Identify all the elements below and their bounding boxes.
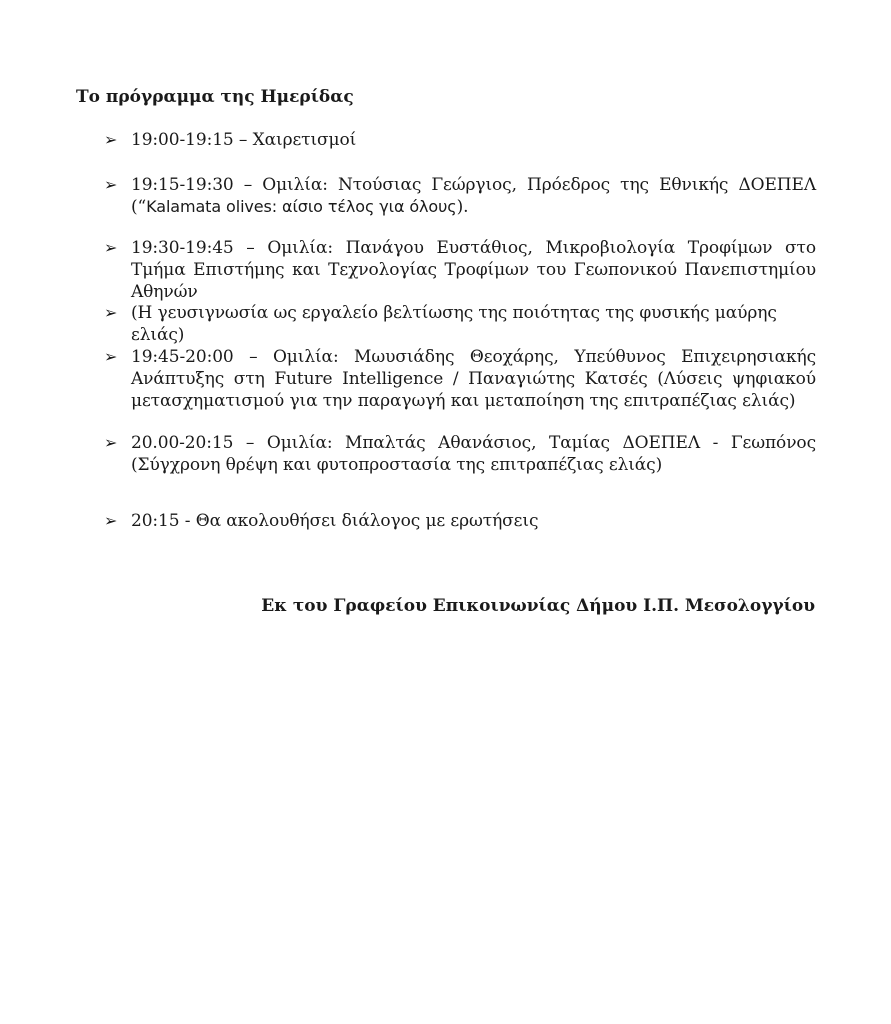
arrow-bullet-icon: ➢: [104, 433, 118, 452]
list-item-text: 19:00-19:15 – Χαιρετισμοί: [131, 130, 357, 150]
list-item-text-title: Kalamata olives: αίσιο τέλος για όλους: [146, 197, 457, 216]
list-item-text: [131, 174, 816, 218]
list-item: [104, 302, 816, 346]
list-item-text: 19:30-19:45 – Ομιλία: Πανάγου Ευστάθιος, Μικροβιολογία Τροφίμων στο Τμήμα Επιστήμης και Τεχνολογίας Τροφίμων του Γεωπονικού Πανεπιστημίου Αθηνών: [131, 238, 816, 302]
list-item-text: 20:15 - Θα ακολουθήσει διάλογος με ερωτήσεις: [131, 511, 539, 531]
list-item-text-part: 19:15-19:30 – Ομιλία: Ντούσιας Γεώργιος, Πρόεδρος της Εθνικής ΔΟΕΠΕΛ (“: [131, 175, 816, 217]
list-item-text: 19:45-20:00 – Ομιλία: Μωυσιάδης Θεοχάρης, Υπεύθυνος Επιχειρησιακής Ανάπτυξης στη Future Intelligence / Παναγιώτης Κατσές (Λύσεις ψηφιακού μετασχηματισμού για την παραγωγή και μεταποίηση της επιτραπέζιας ελιάς): [131, 347, 816, 411]
list-item: [104, 432, 816, 476]
list-item-text-part: ).: [456, 197, 469, 217]
list-item: [104, 510, 816, 532]
list-item: [104, 174, 816, 218]
list-item-text: 20.00-20:15 – Ομιλία: Μπαλτάς Αθανάσιος, Ταμίας ΔΟΕΠΕΛ - Γεωπόνος (Σύγχρονη θρέψη και φυτοπροστασία της επιτραπέζιας ελιάς): [131, 433, 816, 475]
arrow-bullet-icon: ➢: [104, 347, 118, 366]
arrow-bullet-icon: ➢: [104, 303, 118, 322]
signature: Εκ του Γραφείου Επικοινωνίας Δήμου Ι.Π. Μεσολογγίου: [261, 596, 815, 616]
arrow-bullet-icon: ➢: [104, 511, 118, 530]
arrow-bullet-icon: ➢: [104, 130, 118, 149]
arrow-bullet-icon: ➢: [104, 175, 118, 194]
list-item: [104, 129, 816, 151]
list-item-text: (Η γευσιγνωσία ως εργαλείο βελτίωσης της ποιότητας της φυσικής μαύρης ελιάς): [131, 303, 777, 345]
list-item: [104, 346, 816, 412]
arrow-bullet-icon: ➢: [104, 238, 118, 257]
list-item: [104, 237, 816, 303]
document-title: Το πρόγραμμα της Ημερίδας: [76, 87, 354, 107]
